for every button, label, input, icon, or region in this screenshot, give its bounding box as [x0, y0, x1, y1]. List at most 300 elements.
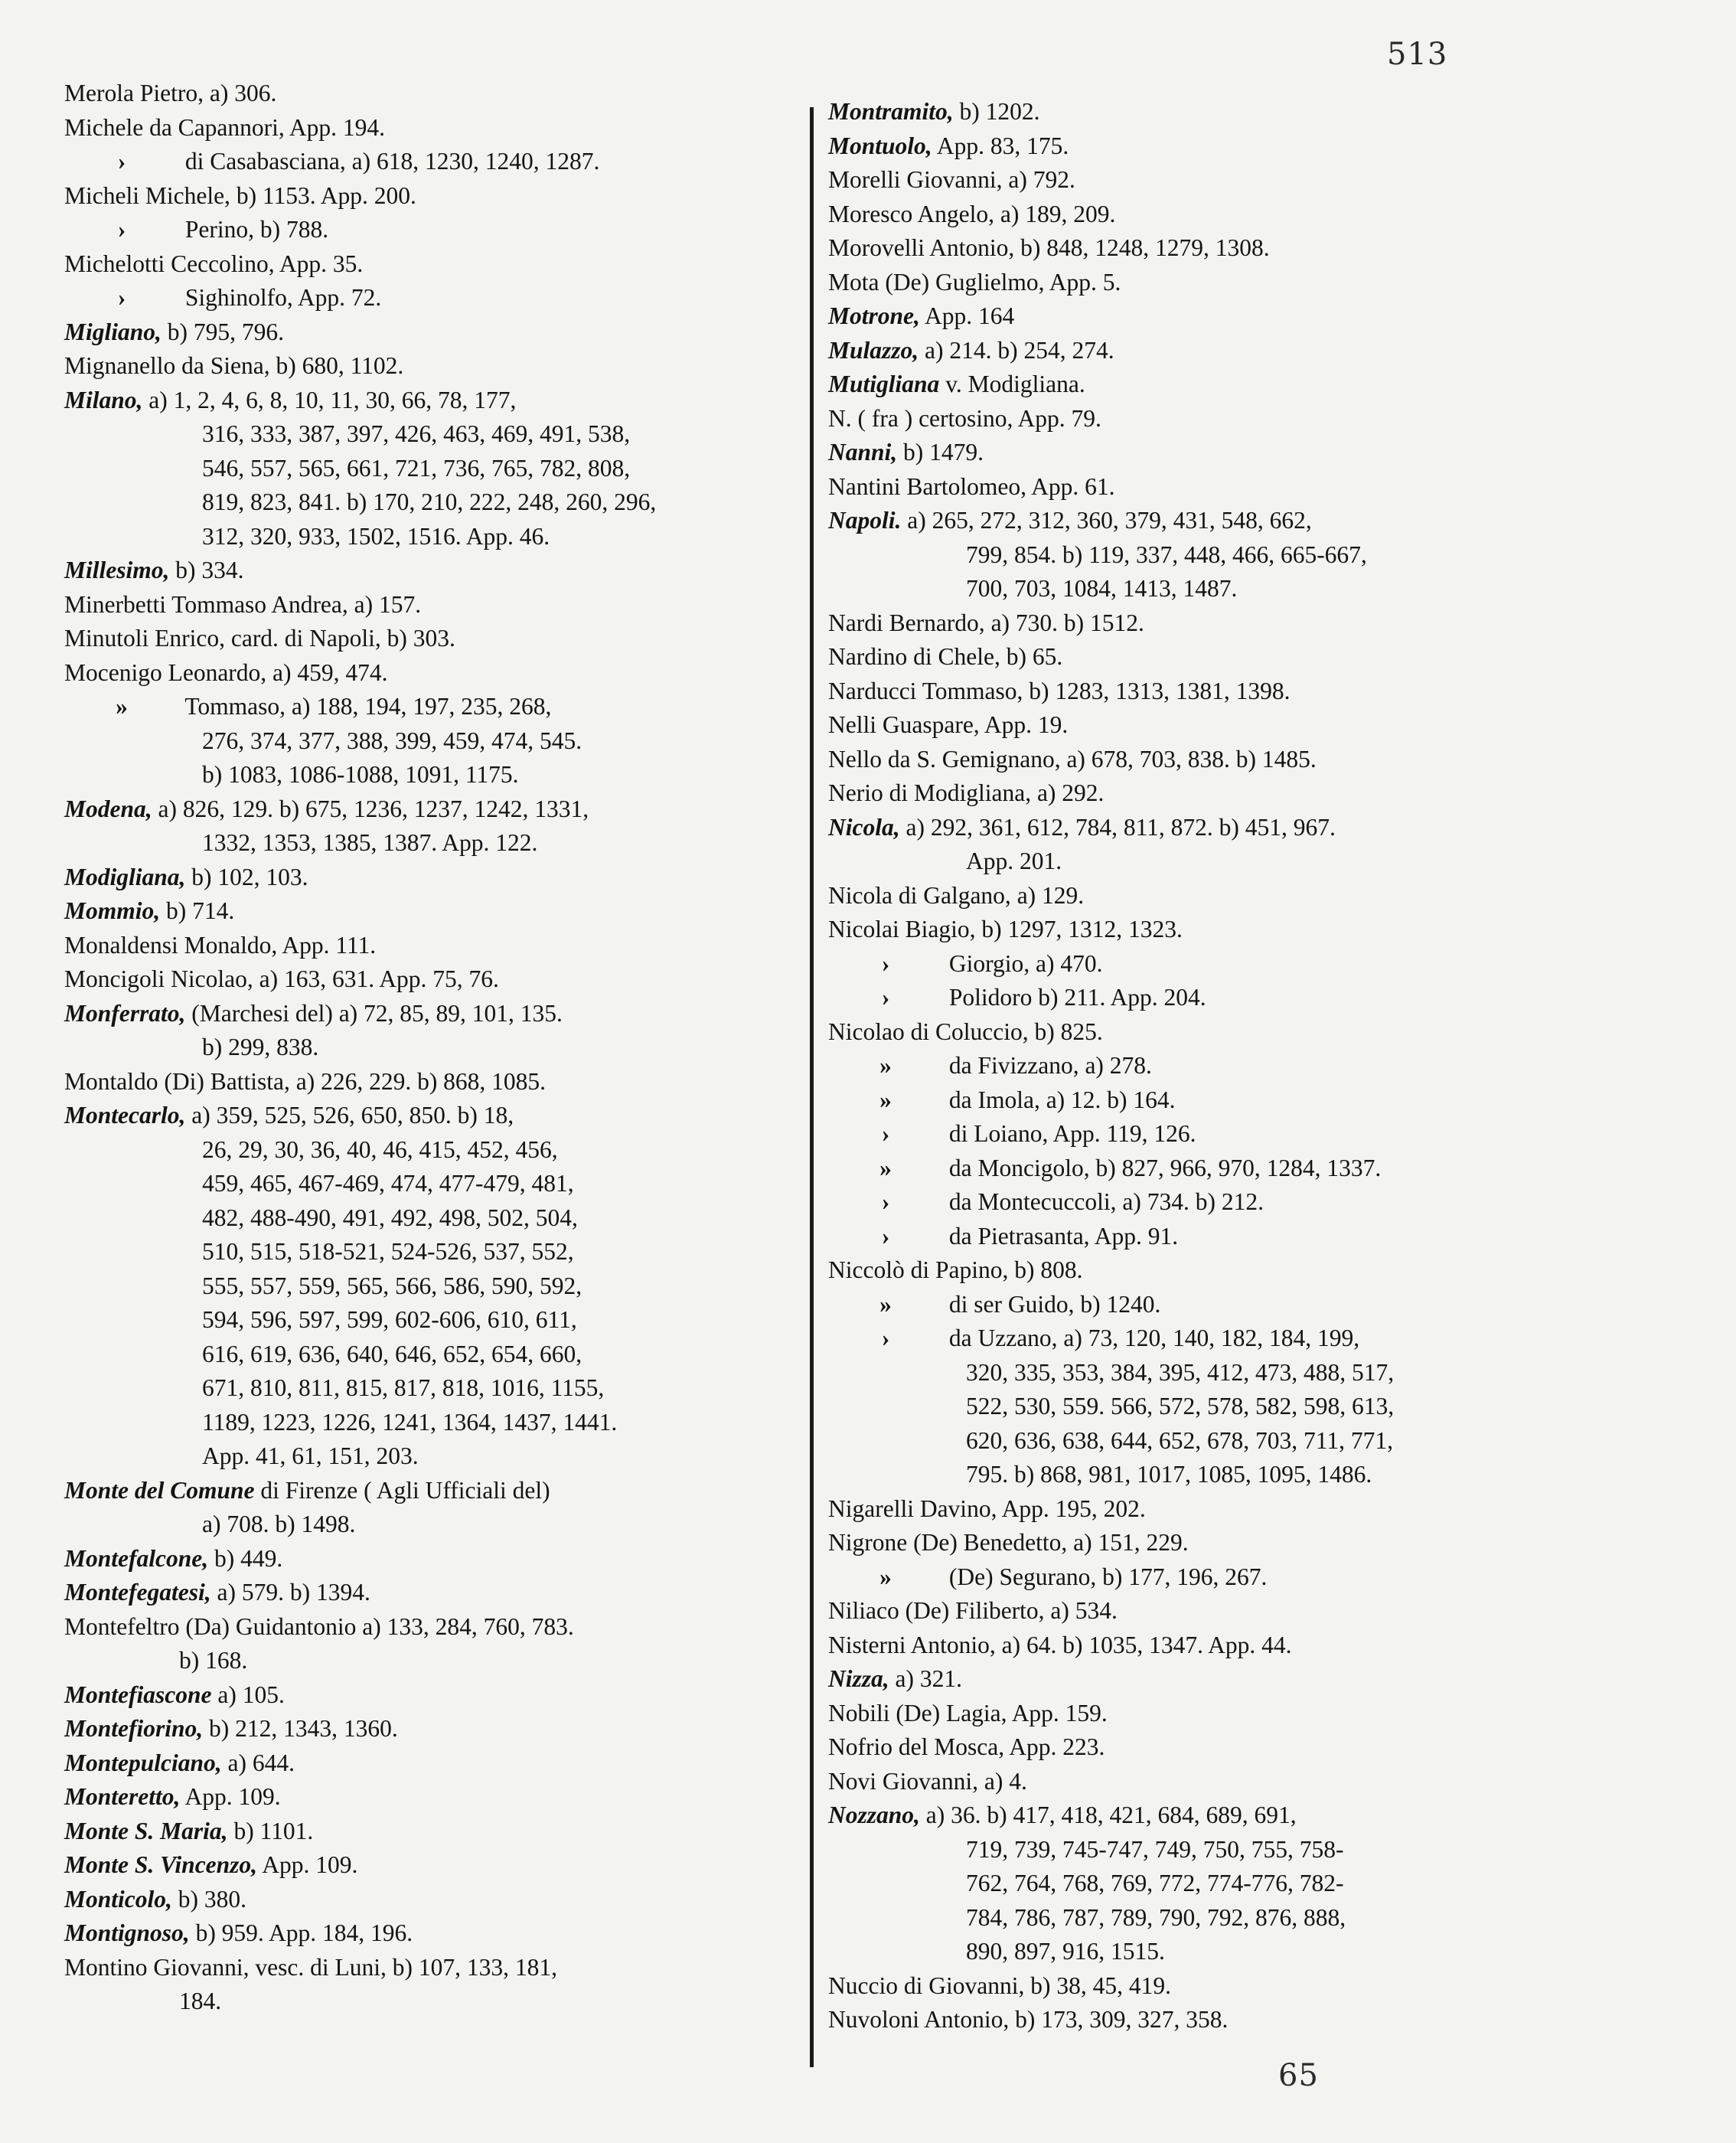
index-entry	[828, 368, 1532, 402]
entry-heading: Niliaco (De) Filiberto,	[828, 1597, 1045, 1624]
entry-heading: Morovelli Antonio,	[828, 234, 1015, 261]
entry-heading: Montignoso,	[64, 1919, 190, 1946]
index-entry	[64, 77, 784, 111]
index-entry-continuation	[64, 1338, 784, 1372]
entry-references: 719, 739, 745-747, 749, 750, 755, 758-	[966, 1835, 1344, 1863]
entry-references: b) 959. App. 184, 196.	[195, 1919, 413, 1946]
entry-references: b) 714.	[166, 897, 235, 924]
entry-heading: Nuccio di Giovanni,	[828, 1971, 1025, 1999]
index-entry	[64, 111, 784, 145]
index-column-left	[64, 77, 784, 2019]
index-entry	[64, 315, 784, 350]
entry-references: b) 102, 103.	[191, 863, 308, 890]
entry-references: 459, 465, 467-469, 474, 477-479, 481,	[202, 1170, 574, 1197]
index-entry-continuation	[64, 417, 784, 452]
index-column-right	[828, 95, 1532, 2037]
index-entry-continuation	[64, 1985, 784, 2019]
entry-references: App. 35.	[279, 250, 364, 277]
entry-references: App. 111.	[282, 931, 377, 959]
entry-heading: Moresco Angelo,	[828, 200, 994, 227]
index-entry	[64, 1916, 784, 1951]
index-entry	[828, 402, 1532, 436]
ditto-mark: »	[879, 1086, 892, 1113]
entry-references: 510, 515, 518-521, 524-526, 537, 552,	[202, 1238, 574, 1265]
entry-references: b) 168.	[179, 1647, 248, 1674]
index-entry-continuation	[828, 538, 1532, 573]
index-entry-continuation	[64, 758, 784, 792]
ditto-mark: »	[879, 1563, 892, 1590]
entry-heading: Novi Giovanni,	[828, 1767, 978, 1795]
entry-heading: Montecarlo,	[64, 1102, 186, 1129]
entry-references: b) 1101.	[233, 1817, 314, 1844]
entry-heading: Modigliana,	[64, 863, 186, 890]
entry-heading: Montino Giovanni, vesc. di Luni,	[64, 1953, 387, 1981]
entry-references: b) 1153. App. 200.	[236, 181, 416, 209]
entry-references: b) 1283, 1313, 1381, 1398.	[1029, 677, 1291, 704]
entry-references: b) 173, 309, 327, 358.	[1015, 2006, 1229, 2033]
index-entry	[64, 1815, 784, 1849]
index-entry-continuation	[64, 520, 784, 554]
index-entry	[64, 384, 784, 418]
entry-heading: Monte S. Maria,	[64, 1817, 228, 1844]
entry-references: a) 708. b) 1498.	[202, 1511, 356, 1537]
index-entry	[828, 981, 1532, 1015]
entry-references: da Fivizzano, a) 278.	[948, 1052, 1152, 1079]
index-entry	[64, 929, 784, 963]
index-entry	[828, 606, 1532, 641]
index-entry	[64, 1951, 784, 1985]
entry-references: 482, 488-490, 491, 492, 498, 502, 504,	[202, 1204, 578, 1231]
index-entry	[828, 266, 1532, 300]
entry-references: 522, 530, 559. 566, 572, 578, 582, 598, 613,	[966, 1393, 1395, 1419]
page-number: 513	[1387, 37, 1448, 72]
index-entry	[828, 1220, 1532, 1254]
entry-references: b) 380.	[178, 1885, 247, 1913]
entry-references: b) 825.	[1034, 1018, 1103, 1045]
ditto-mark: ›	[117, 148, 126, 175]
index-entry	[828, 334, 1532, 368]
entry-references: a) 105.	[217, 1681, 285, 1708]
index-entry	[828, 913, 1532, 947]
entry-references: a) 826, 129. b) 675, 1236, 1237, 1242, 1331,	[158, 795, 589, 822]
entry-references: a) 189, 209.	[1000, 200, 1116, 227]
index-entry	[828, 2003, 1532, 2037]
index-entry	[828, 231, 1532, 266]
entry-references: b) 1202.	[959, 98, 1040, 125]
signature-number: 65	[1278, 2058, 1319, 2093]
entry-references: Sighinolfo, App. 72.	[184, 284, 382, 311]
index-entry-continuation	[64, 1167, 784, 1201]
index-entry-continuation	[64, 1439, 784, 1474]
entry-heading: Montefiorino,	[64, 1715, 204, 1742]
entry-references: a) 321.	[895, 1665, 963, 1692]
ditto-mark: ›	[881, 984, 890, 1011]
entry-heading: Mignanello da Siena,	[64, 352, 270, 379]
entry-references: App. 195, 202.	[1001, 1495, 1146, 1522]
entry-heading: Monferrato,	[64, 999, 186, 1027]
index-entry	[828, 95, 1532, 129]
entry-heading: Narducci Tommaso,	[828, 677, 1023, 704]
entry-references: App. 109.	[184, 1783, 281, 1810]
index-entry	[64, 1099, 784, 1133]
entry-references: a) 133, 284, 760, 783.	[362, 1612, 574, 1640]
entry-heading: Nardino di Chele,	[828, 643, 1000, 670]
entry-references: a) 129.	[1016, 881, 1085, 909]
index-entry-continuation	[64, 1303, 784, 1338]
index-entry	[828, 1765, 1532, 1799]
index-entry	[64, 1746, 784, 1781]
entry-references: b) 334.	[175, 557, 244, 583]
index-entry	[828, 504, 1532, 538]
entry-references: di Casabasciana, a) 618, 1230, 1240, 1287.	[184, 148, 600, 175]
entry-heading: Nozzano,	[828, 1802, 920, 1828]
entry-heading: Nicola di Galgano,	[828, 881, 1011, 909]
index-entry	[64, 656, 784, 691]
index-entry	[828, 1083, 1532, 1118]
index-entry	[828, 470, 1532, 505]
index-entry	[828, 640, 1532, 675]
entry-references: b) 107, 133, 181,	[392, 1953, 557, 1981]
entry-references: b) 1297, 1312, 1323.	[981, 916, 1183, 942]
ditto-mark: ›	[117, 284, 126, 311]
entry-heading: Nofrio del Mosca,	[828, 1733, 1005, 1760]
index-entry	[64, 1883, 784, 1917]
index-entry	[64, 1065, 784, 1099]
entry-references: (Marchesi del) a) 72, 85, 89, 101, 135.	[191, 999, 563, 1027]
entry-references: 184.	[179, 1988, 222, 2014]
index-entry	[828, 436, 1532, 470]
index-entry	[64, 1610, 784, 1645]
index-entry	[64, 1780, 784, 1815]
index-entry	[64, 997, 784, 1031]
entry-references: da Montecuccoli, a) 734. b) 212.	[948, 1188, 1264, 1215]
index-entry	[64, 894, 784, 929]
entry-references: 795. b) 868, 981, 1017, 1085, 1095, 1486.	[966, 1461, 1372, 1488]
entry-heading: Nicolai Biagio,	[828, 916, 976, 942]
entry-heading: Montaldo (Di) Battista,	[64, 1067, 290, 1095]
ditto-mark: »	[879, 1154, 892, 1181]
entry-references: 316, 333, 387, 397, 426, 463, 469, 491, 538,	[202, 420, 631, 447]
index-entry	[828, 1697, 1532, 1731]
entry-references: a) 265, 272, 312, 360, 379, 431, 548, 662,	[907, 507, 1312, 534]
entry-references: b) 680, 1102.	[276, 352, 404, 379]
entry-heading: Montepulciano,	[64, 1749, 222, 1776]
entry-references: a) 579. b) 1394.	[217, 1579, 370, 1606]
entry-references: 320, 335, 353, 384, 395, 412, 473, 488, 517,	[966, 1358, 1395, 1386]
entry-references: 1189, 1223, 1226, 1241, 1364, 1437, 1441.	[202, 1408, 618, 1436]
index-entry	[828, 163, 1532, 198]
index-entry	[828, 947, 1532, 982]
index-entry	[828, 1152, 1532, 1186]
index-entry-continuation	[64, 724, 784, 759]
index-entry	[828, 1798, 1532, 1833]
column-divider	[810, 107, 814, 2067]
index-entry	[64, 1712, 784, 1746]
index-entry	[828, 1560, 1532, 1595]
entry-heading: Milano,	[64, 386, 143, 413]
index-entry	[828, 879, 1532, 913]
entry-heading: Nuvoloni Antonio,	[828, 2006, 1010, 2033]
entry-references: 1332, 1353, 1385, 1387. App. 122.	[202, 829, 538, 856]
index-entry	[828, 708, 1532, 743]
entry-heading: Nobili (De) Lagia,	[828, 1699, 1007, 1726]
entry-references: v. Modigliana.	[945, 371, 1085, 397]
ditto-mark: »	[116, 693, 128, 720]
entry-references: a) 292, 361, 612, 784, 811, 872. b) 451, 967.	[906, 813, 1336, 841]
entry-references: 26, 29, 30, 36, 40, 46, 415, 452, 456,	[202, 1135, 558, 1163]
index-entry	[828, 1321, 1532, 1356]
entry-references: b) 65.	[1006, 643, 1063, 670]
entry-references: (De) Segurano, b) 177, 196, 267.	[948, 1563, 1268, 1590]
entry-references: a) 534.	[1050, 1597, 1118, 1624]
entry-references: App. 79.	[1017, 404, 1101, 432]
entry-references: 671, 810, 811, 815, 817, 818, 1016, 1155,	[202, 1374, 605, 1401]
entry-heading: Minutoli Enrico, card. di Napoli,	[64, 625, 381, 652]
entry-heading: Montefegatesi,	[64, 1579, 211, 1606]
entry-references: da Imola, a) 12. b) 164.	[948, 1086, 1176, 1113]
entry-references: a) 157.	[354, 590, 422, 618]
entry-references: da Moncigolo, b) 827, 966, 970, 1284, 1337.	[948, 1154, 1382, 1181]
index-entry	[828, 1253, 1532, 1288]
entry-heading: Napoli.	[828, 507, 902, 534]
entry-heading: Nigrone (De) Benedetto,	[828, 1529, 1068, 1556]
index-entry	[828, 811, 1532, 845]
entry-heading: Michele da Capannori,	[64, 113, 285, 141]
entry-heading: Micheli Michele,	[64, 181, 230, 209]
entry-references: di ser Guido, b) 1240.	[948, 1290, 1161, 1318]
entry-heading: Mota (De) Guglielmo,	[828, 268, 1045, 296]
entry-heading: Montefiascone	[64, 1681, 212, 1708]
entry-references: 700, 703, 1084, 1413, 1487.	[966, 575, 1238, 602]
entry-references: 819, 823, 841. b) 170, 210, 222, 248, 260, 296,	[202, 488, 657, 515]
entry-references: b) 808.	[1014, 1256, 1083, 1283]
entry-references: a) 214. b) 254, 274.	[925, 336, 1114, 364]
entry-heading: Monte S. Vincenzo,	[64, 1851, 258, 1878]
index-entry	[64, 349, 784, 384]
entry-references: App. 223.	[1009, 1733, 1105, 1760]
entry-heading: Montramito,	[828, 98, 954, 125]
entry-references: App. 41, 61, 151, 203.	[202, 1442, 419, 1469]
index-entry-continuation	[64, 826, 784, 861]
index-entry	[828, 1628, 1532, 1663]
index-entry	[828, 675, 1532, 709]
entry-references: a) 459, 474.	[272, 658, 388, 686]
index-entry-continuation	[64, 485, 784, 520]
entry-references: App. 159.	[1011, 1699, 1108, 1726]
entry-heading: Nanni,	[828, 439, 898, 466]
ditto-mark: ›	[881, 1325, 890, 1351]
entry-heading: Montuolo,	[828, 132, 932, 159]
entry-references: a) 4.	[984, 1767, 1027, 1795]
entry-references: 620, 636, 638, 644, 652, 678, 703, 711, 771,	[966, 1426, 1393, 1454]
entry-heading: Mulazzo,	[828, 336, 919, 364]
index-entry	[828, 129, 1532, 164]
index-entry-continuation	[828, 1424, 1532, 1459]
entry-references: b) 38, 45, 419.	[1030, 1971, 1171, 1999]
index-entry	[828, 1288, 1532, 1322]
entry-references: a) 1, 2, 4, 6, 8, 10, 11, 30, 66, 78, 177,	[148, 386, 517, 413]
entry-heading: Mocenigo Leonardo,	[64, 658, 267, 686]
index-entry	[828, 198, 1532, 232]
entry-heading: Minerbetti Tommaso Andrea,	[64, 590, 348, 618]
index-entry	[828, 1492, 1532, 1527]
entry-heading: Motrone,	[828, 302, 920, 329]
entry-references: App. 83, 175.	[936, 132, 1069, 159]
entry-heading: Migliano,	[64, 318, 162, 345]
entry-references: 784, 786, 787, 789, 790, 792, 876, 888,	[966, 1903, 1346, 1931]
index-entry-continuation	[828, 1833, 1532, 1867]
entry-references: App. 61.	[1031, 472, 1115, 500]
index-entry	[64, 622, 784, 656]
index-entry	[64, 554, 784, 588]
entry-references: b) 303.	[387, 625, 455, 652]
entry-references: App. 19.	[984, 711, 1069, 738]
entry-references: Tommaso, a) 188, 194, 197, 235, 268,	[184, 693, 552, 720]
index-entry	[64, 861, 784, 895]
entry-references: a) 36. b) 417, 418, 421, 684, 689, 691,	[925, 1802, 1297, 1828]
entry-references: App. 164	[925, 302, 1015, 329]
ditto-mark: ›	[881, 1222, 890, 1250]
entry-references: b) 212, 1343, 1360.	[209, 1715, 398, 1742]
entry-references: Polidoro b) 211. App. 204.	[948, 984, 1206, 1011]
entry-heading: N. ( fra ) certosino,	[828, 404, 1013, 432]
index-entry	[64, 1542, 784, 1576]
entry-references: a) 730. b) 1512.	[990, 609, 1144, 636]
index-entry-continuation	[64, 1508, 784, 1542]
index-entry	[64, 1474, 784, 1508]
index-entry	[64, 179, 784, 214]
entry-heading: Nizza,	[828, 1665, 889, 1692]
entry-references: 276, 374, 377, 388, 399, 459, 474, 545.	[202, 727, 582, 754]
entry-heading: Nisterni Antonio,	[828, 1631, 996, 1658]
index-entry-continuation	[828, 1356, 1532, 1390]
index-entry-continuation	[64, 1235, 784, 1269]
entry-heading: Monte del Comune	[64, 1476, 255, 1504]
index-entry	[64, 588, 784, 622]
entry-heading: Nigarelli Davino,	[828, 1495, 997, 1522]
entry-references: da Pietrasanta, App. 91.	[948, 1222, 1179, 1250]
entry-references: a) 792.	[1008, 166, 1075, 193]
index-entry	[64, 213, 784, 247]
entry-references: 616, 619, 636, 640, 646, 652, 654, 660,	[202, 1340, 582, 1367]
index-entry	[64, 962, 784, 997]
index-entry	[828, 1526, 1532, 1560]
entry-references: a) 226, 229. b) 868, 1085.	[295, 1067, 547, 1095]
entry-heading: Nicola,	[828, 813, 900, 841]
entry-heading: Nantini Bartolomeo,	[828, 472, 1026, 500]
ditto-mark: »	[879, 1052, 892, 1079]
entry-references: a) 292.	[1036, 779, 1105, 806]
ditto-mark: ›	[881, 1188, 890, 1215]
index-entry	[64, 1576, 784, 1610]
entry-references: 890, 897, 916, 1515.	[966, 1938, 1165, 1965]
ditto-mark: ›	[881, 1120, 890, 1147]
entry-heading: Mommio,	[64, 897, 161, 924]
entry-heading: Monteretto,	[64, 1783, 181, 1810]
index-entry	[828, 1117, 1532, 1152]
index-entry	[828, 1969, 1532, 2004]
entry-heading: Moncigoli Nicolao,	[64, 965, 253, 992]
entry-heading: Mutigliana	[828, 371, 940, 397]
entry-references: b) 449.	[214, 1544, 283, 1572]
index-entry	[64, 1678, 784, 1713]
entry-references: 312, 320, 933, 1502, 1516. App. 46.	[202, 522, 550, 550]
entry-references: da Uzzano, a) 73, 120, 140, 182, 184, 199,	[948, 1325, 1360, 1351]
index-entry	[828, 299, 1532, 334]
entry-references: 555, 557, 559, 565, 566, 586, 590, 592,	[202, 1272, 582, 1299]
entry-references: 546, 557, 565, 661, 721, 736, 765, 782, 808,	[202, 454, 631, 482]
entry-references: a) 306.	[209, 80, 277, 106]
index-entry	[64, 281, 784, 315]
index-entry	[828, 1662, 1532, 1697]
index-entry	[64, 690, 784, 724]
entry-heading: Monticolo,	[64, 1885, 172, 1913]
entry-references: a) 64. b) 1035, 1347. App. 44.	[1001, 1631, 1292, 1658]
index-entry-continuation	[64, 1133, 784, 1168]
entry-heading: Monaldensi Monaldo,	[64, 931, 278, 959]
index-entry	[828, 1185, 1532, 1220]
index-entry	[828, 1730, 1532, 1765]
ditto-mark: »	[879, 1290, 892, 1318]
entry-references: a) 644.	[227, 1749, 295, 1776]
index-entry	[64, 1848, 784, 1883]
entry-heading: Nicolao di Coluccio,	[828, 1018, 1029, 1045]
entry-references: di Firenze ( Agli Ufficiali del)	[260, 1476, 550, 1504]
entry-references: App. 109.	[262, 1851, 358, 1878]
entry-references: Perino, b) 788.	[184, 216, 329, 243]
ditto-mark: ›	[117, 216, 126, 243]
entry-references: a) 359, 525, 526, 650, 850. b) 18,	[191, 1102, 514, 1129]
index-entry-continuation	[828, 572, 1532, 606]
entry-heading: Niccolò di Papino,	[828, 1256, 1009, 1283]
index-entry-continuation	[64, 1201, 784, 1236]
index-entry-continuation	[64, 1371, 784, 1406]
index-entry	[64, 792, 784, 827]
index-entry-continuation	[64, 452, 784, 486]
entry-references: App. 194.	[289, 113, 386, 141]
index-entry	[828, 776, 1532, 811]
entry-heading: Modena,	[64, 795, 152, 822]
entry-heading: Nello da S. Gemignano,	[828, 745, 1061, 773]
index-entry	[64, 247, 784, 282]
entry-references: a) 163, 631. App. 75, 76.	[259, 965, 499, 992]
index-entry-continuation	[64, 1031, 784, 1065]
index-entry	[828, 1049, 1532, 1083]
entry-heading: Montefeltro (Da) Guidantonio	[64, 1612, 357, 1640]
entry-references: App. 5.	[1049, 268, 1121, 296]
entry-references: 799, 854. b) 119, 337, 448, 466, 665-667,	[966, 541, 1367, 568]
index-entry	[828, 743, 1532, 777]
index-entry	[828, 1594, 1532, 1628]
entry-references: a) 678, 703, 838. b) 1485.	[1066, 745, 1317, 773]
entry-references: App. 201.	[966, 848, 1062, 874]
entry-heading: Merola Pietro,	[64, 80, 204, 106]
index-entry-continuation	[64, 1269, 784, 1304]
entry-references: b) 299, 838.	[202, 1034, 319, 1060]
index-entry-continuation	[828, 1935, 1532, 1969]
entry-references: di Loiano, App. 119, 126.	[948, 1120, 1196, 1147]
entry-heading: Morelli Giovanni,	[828, 166, 1003, 193]
entry-references: b) 848, 1248, 1279, 1308.	[1020, 234, 1270, 261]
entry-references: a) 151, 229.	[1073, 1529, 1189, 1556]
entry-heading: Michelotti Ceccolino,	[64, 250, 275, 277]
index-entry-continuation	[64, 1406, 784, 1440]
entry-heading: Nardi Bernardo,	[828, 609, 985, 636]
index-entry-continuation	[64, 1644, 784, 1678]
ditto-mark: ›	[881, 949, 890, 977]
index-entry-continuation	[828, 1458, 1532, 1492]
entry-references: b) 795, 796.	[167, 318, 285, 345]
